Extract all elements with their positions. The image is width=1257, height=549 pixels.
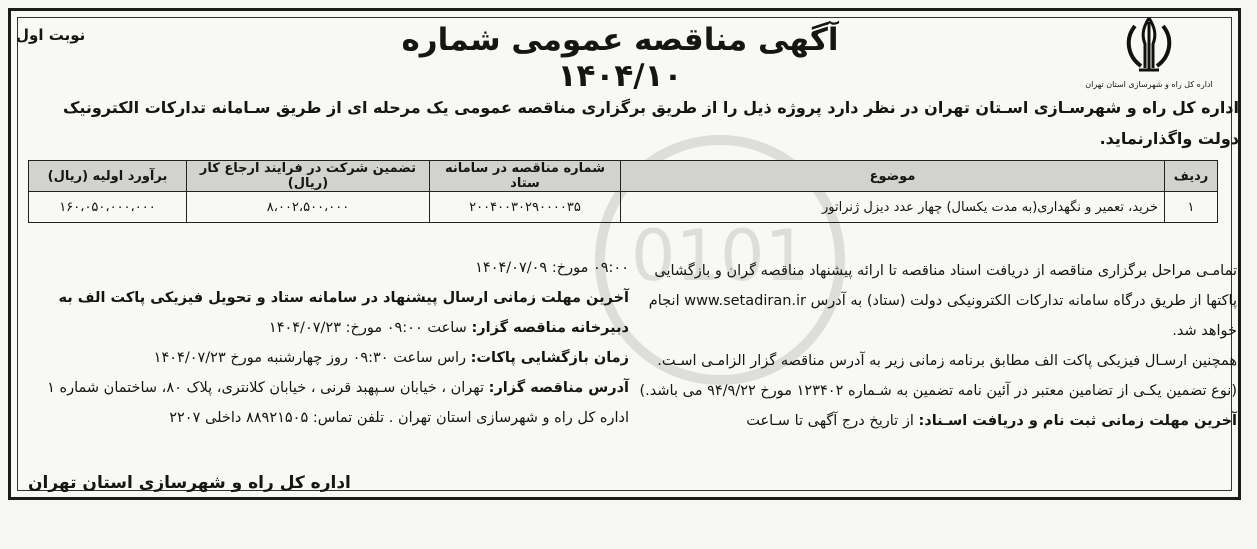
header-estimate: برآورد اولیه (ریال): [29, 161, 187, 192]
cell-row-number: ۱: [1165, 192, 1218, 223]
cell-subject: خرید، تعمیر و نگهداری(به مدت یکسال) چهار عدد دیزل ژنراتور: [621, 192, 1165, 223]
procedure-paragraph-2: همچنین ارسـال فیزیکی پاکت الف مطابق برنامه زمانی زیر به آدرس مناقصه گزار الزامـی اسـت. (نوع تضمین یکـی از تضامین معتبر در آئین نامه تضمین به شـماره ۱۲۳۴۰۲ مورخ ۹۴/۹/۲۲ می باشد.): [639, 353, 1237, 399]
cell-guarantee: ۸،۰۰۲،۵۰۰،۰۰۰: [187, 192, 430, 223]
header-subject: موضوع: [621, 161, 1165, 192]
procedure-paragraph-1: تمامـی مراحل برگزاری مناقصه از دریافت اسناد مناقصه تا ارائه پیشنهاد مناقصه گران و بازگشایی پاکتها از طریق درگاه سامانه تدارکات الکترونیکی دولت (ستاد) به آدرس www.setadiran.ir انجام خواهد شد.: [648, 263, 1237, 339]
registration-deadline-label: آخرین مهلت زمانی ثبت نام و دریافت اسـناد:: [918, 413, 1237, 429]
tenderer-address: [37, 373, 629, 433]
publication-turn: نوبت اول: [16, 26, 86, 44]
iran-emblem-icon: [1121, 14, 1177, 76]
organization-logo: [1079, 14, 1219, 89]
opening-time: [37, 343, 629, 373]
tender-table: [28, 160, 1218, 223]
header-guarantee: تضمین شرکت در فرایند ارجاع کار (ریال): [187, 161, 430, 192]
submission-deadline-label: آخرین مهلت زمانی ارسال پیشنهاد در سامانه ستاد و تحویل فیزیکی پاکت الف به دبیرخانه مناقصه گزار:: [58, 290, 629, 336]
header-tender-number: شماره مناقصه در سامانه ستاد: [430, 161, 621, 192]
tenderer-address-text: تهران ، خیابان سـپهبد قرنی ، خیابان کلانتری، پلاک ۸۰، ساختمان شماره ۱ اداره کل راه و شهرسازی استان تهران . تلفن تماس: ۸۸۹۲۱۵۰۵ داخلی ۲۲۰۷: [47, 380, 629, 426]
procedure-column: [632, 256, 1237, 436]
table-header-row: [29, 161, 1218, 192]
intro-paragraph: اداره کل راه و شهرسـازی اسـتان تهران در نظر دارد پروژه ذیل را از طریق برگزاری مناقصه عمومی یک مرحله ای از طریق سـامانه تدارکات الکترونیک دولت واگذارنماید.: [62, 98, 1239, 148]
table-row: [29, 192, 1218, 223]
tenderer-address-label: آدرس مناقصه گزار:: [488, 380, 629, 396]
registration-deadline-text: از تاریخ درج آگهی تا سـاعت: [746, 413, 919, 429]
opening-time-text: راس ساعت ۰۹:۳۰ روز چهارشنبه مورخ ۱۴۰۴/۰۷/۲۳: [153, 350, 471, 366]
submission-deadline-text: ساعت ۰۹:۰۰ مورخ: ۱۴۰۴/۰۷/۲۳: [268, 320, 472, 336]
registration-deadline-time: ۰۹:۰۰ مورخ: ۱۴۰۴/۰۷/۰۹: [475, 260, 629, 276]
logo-caption: اداره کل راه و شهرسازی استان تهران: [1085, 80, 1213, 89]
schedule-column: [37, 253, 629, 433]
notice-title: آگهی مناقصه عمومی شماره ۱۴۰۴/۱۰: [401, 22, 839, 94]
cell-estimate: ۱۶۰،۰۵۰،۰۰۰،۰۰۰: [29, 192, 187, 223]
registration-deadline: [632, 406, 1237, 436]
signature: اداره کل راه و شهرسازی استان تهران: [28, 473, 351, 493]
opening-time-label: زمان بازگشایی پاکات:: [470, 350, 629, 366]
header-row-number: ردیف: [1165, 161, 1218, 192]
cell-tender-number: ۲۰۰۴۰۰۳۰۲۹۰۰۰۰۳۵: [430, 192, 621, 223]
submission-deadline: [37, 283, 629, 343]
